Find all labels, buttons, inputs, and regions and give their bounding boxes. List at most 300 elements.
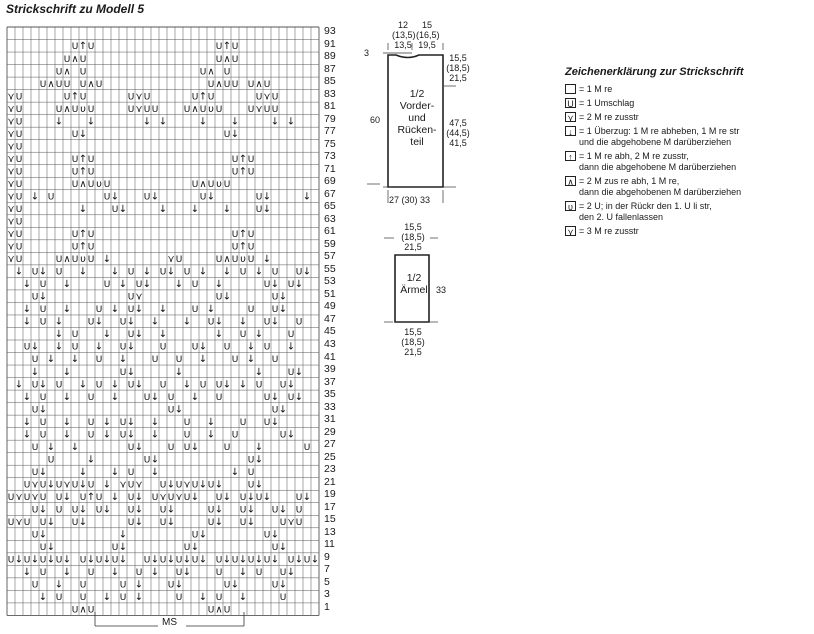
- stitch-symbol: U: [71, 167, 79, 178]
- stitch-symbol: U: [247, 455, 255, 466]
- stitch-symbol: ⋎: [7, 216, 15, 228]
- stitch-symbol: U: [295, 317, 303, 328]
- row-label: 9: [324, 550, 330, 563]
- stitch-symbol: U: [39, 480, 47, 491]
- stitch-symbol: U: [71, 518, 79, 528]
- stitch-symbol: U: [271, 292, 279, 303]
- stitch-symbol: ↓: [286, 567, 296, 579]
- stitch-symbol: ↓: [54, 341, 64, 353]
- stitch-symbol: ↓: [22, 567, 32, 579]
- stitch-symbol: ↓: [222, 291, 232, 303]
- stitch-symbol: ↓: [110, 491, 120, 503]
- stitch-symbol: U: [31, 530, 39, 541]
- stitch-symbol: U: [215, 568, 223, 579]
- stitch-symbol: ∧: [223, 254, 231, 266]
- stitch-symbol: U: [95, 380, 103, 391]
- stitch-symbol: U: [127, 442, 135, 453]
- stitch-symbol: ↓: [254, 266, 264, 278]
- stitch-symbol: U: [231, 154, 239, 165]
- stitch-symbol: ⋎: [135, 479, 143, 491]
- stitch-symbol: ∧: [47, 78, 55, 90]
- legend-item: [565, 176, 741, 198]
- stitch-symbol: U: [87, 568, 95, 579]
- schema-value: (16,5): [416, 30, 440, 40]
- stitch-symbol: ↓: [230, 128, 240, 140]
- stitch-symbol: ↓: [190, 204, 200, 215]
- row-label: 27: [324, 438, 336, 451]
- legend-text: = 1 M re: [579, 84, 613, 94]
- schema-value: 21,5: [404, 242, 422, 252]
- stitch-symbol: ↓: [286, 429, 296, 441]
- stitch-symbol: U: [15, 192, 23, 203]
- stitch-symbol: ↓: [214, 316, 224, 328]
- stitch-symbol: ↓: [150, 316, 160, 328]
- stitch-symbol: ↓: [206, 191, 216, 203]
- stitch-symbol: ↓: [214, 279, 224, 291]
- stitch-symbol: U: [223, 580, 231, 591]
- stitch-symbol: U: [7, 492, 15, 503]
- stitch-symbol: ↓: [254, 454, 264, 466]
- schema-value: (44,5): [446, 128, 470, 138]
- stitch-symbol: U: [191, 555, 199, 566]
- stitch-symbol: ↑: [86, 491, 96, 503]
- schema-body-height: 60: [370, 115, 381, 125]
- stitch-symbol: ↓: [14, 266, 24, 278]
- stitch-symbol: ↓: [174, 579, 184, 591]
- stitch-symbol: U: [271, 580, 279, 591]
- stitch-symbol: U: [103, 280, 111, 291]
- stitch-symbol: ⋎: [7, 91, 15, 103]
- stitch-symbol: U: [215, 555, 223, 566]
- stitch-symbol: U: [55, 380, 63, 391]
- stitch-symbol: ⋎: [7, 254, 15, 266]
- stitch-symbol: U: [87, 104, 95, 115]
- stitch-symbol: ↓: [110, 191, 120, 203]
- stitch-symbol: ↓: [246, 354, 256, 366]
- stitch-symbol: U: [119, 580, 127, 591]
- stitch-symbol: U: [55, 505, 63, 516]
- stitch-symbol: ↓: [54, 116, 64, 128]
- stitch-symbol: ↓: [46, 479, 56, 491]
- schema-label-line: Rücken-: [397, 124, 437, 136]
- stitch-symbol: ↓: [134, 329, 144, 341]
- stitch-symbol: U: [255, 492, 263, 503]
- stitch-symbol: U: [183, 492, 191, 503]
- stitch-symbol: ↓: [190, 441, 200, 453]
- stitch-symbol: U: [159, 380, 167, 391]
- stitch-symbol: ↓: [38, 266, 48, 278]
- stitch-symbol: ↑: [222, 41, 232, 53]
- row-label: 49: [324, 300, 336, 313]
- stitch-symbol: ↓: [270, 116, 280, 128]
- row-label: 33: [324, 400, 336, 413]
- stitch-symbol: ↓: [126, 429, 136, 441]
- stitch-symbol: ↓: [302, 266, 312, 278]
- stitch-symbol: U: [39, 417, 47, 428]
- stitch-symbol: ↓: [198, 341, 208, 353]
- stitch-symbol: U: [127, 104, 135, 115]
- stitch-symbol: U: [79, 580, 87, 591]
- stitch-symbol: U: [71, 242, 79, 253]
- stitch-symbol: U: [87, 242, 95, 253]
- stitch-symbol: ↓: [54, 329, 64, 341]
- schema-body-right-top: [446, 53, 470, 83]
- stitch-symbol: ↓: [38, 592, 48, 604]
- legend-symbol-icon: ⋎: [565, 226, 576, 236]
- stitch-symbol: ↓: [150, 191, 160, 203]
- stitch-symbol: υ: [80, 254, 86, 266]
- stitch-symbol: U: [63, 79, 71, 90]
- stitch-symbol: U: [15, 129, 23, 140]
- stitch-symbol: ↓: [102, 592, 112, 604]
- stitch-symbol: U: [95, 355, 103, 366]
- stitch-symbol: ↓: [134, 304, 144, 316]
- stitch-symbol: υ: [80, 103, 86, 115]
- stitch-symbol: U: [231, 430, 239, 441]
- stitch-symbol: U: [183, 104, 191, 115]
- stitch-symbol: U: [87, 417, 95, 428]
- schema-body-right-bottom: [446, 118, 470, 148]
- stitch-symbol: ↓: [150, 567, 160, 579]
- row-label: 93: [324, 25, 336, 37]
- schema-label-line: 1/2: [406, 272, 422, 284]
- schema-value: (18,5): [401, 337, 425, 347]
- stitch-symbol: ↓: [22, 416, 32, 428]
- legend-item: [565, 84, 612, 95]
- stitch-symbol: ↓: [134, 491, 144, 503]
- stitch-symbol: U: [135, 280, 143, 291]
- stitch-symbol: U: [87, 167, 95, 178]
- stitch-symbol: ↓: [22, 279, 32, 291]
- stitch-symbol: ↑: [198, 91, 208, 103]
- row-label: 47: [324, 312, 336, 325]
- stitch-symbol: U: [231, 242, 239, 253]
- schema-sleeve-top: [400, 222, 426, 252]
- stitch-symbol: U: [223, 79, 231, 90]
- stitch-symbol: ↓: [102, 554, 112, 566]
- legend-symbol-icon: ↑: [565, 151, 576, 161]
- stitch-symbol: ↓: [102, 479, 112, 491]
- stitch-symbol: U: [287, 367, 295, 378]
- stitch-symbol: U: [55, 555, 63, 566]
- stitch-symbol: U: [71, 505, 79, 516]
- stitch-symbol: U: [231, 54, 239, 65]
- stitch-symbol: U: [215, 593, 223, 604]
- stitch-symbol: ↓: [254, 366, 264, 378]
- stitch-symbol: ↓: [46, 354, 56, 366]
- stitch-symbol: ↓: [166, 554, 176, 566]
- stitch-symbol: U: [71, 179, 79, 190]
- schema-value: (18,5): [401, 232, 425, 242]
- legend-symbol-icon: ∧: [565, 176, 576, 186]
- stitch-symbol: U: [15, 142, 23, 153]
- stitch-symbol: U: [71, 342, 79, 353]
- schema-label-line: 1/2: [409, 88, 425, 100]
- row-label: 55: [324, 262, 336, 275]
- row-label: 71: [324, 162, 336, 175]
- stitch-symbol: ↓: [38, 291, 48, 303]
- stitch-symbol: U: [263, 417, 271, 428]
- stitch-symbol: U: [127, 330, 135, 341]
- stitch-symbol: ↓: [38, 504, 48, 516]
- stitch-symbol: U: [135, 568, 143, 579]
- stitch-symbol: U: [55, 255, 63, 266]
- row-label: 53: [324, 275, 336, 288]
- stitch-symbol: ↓: [214, 479, 224, 491]
- stitch-symbol: ↓: [62, 279, 72, 291]
- row-label: 23: [324, 463, 336, 476]
- stitch-symbol: U: [263, 342, 271, 353]
- stitch-symbol: U: [143, 104, 151, 115]
- stitch-symbol: U: [247, 230, 255, 241]
- stitch-symbol: U: [159, 505, 167, 516]
- legend-text: = 2 U; in der Rückr den 1. U li str, den 2. U fallenlassen: [579, 201, 712, 222]
- stitch-symbol: ↓: [246, 491, 256, 503]
- stitch-symbol: U: [207, 518, 215, 528]
- stitch-symbol: ↓: [278, 291, 288, 303]
- stitch-symbol: U: [271, 92, 279, 103]
- stitch-symbol: U: [191, 92, 199, 103]
- stitch-symbol: ↓: [126, 316, 136, 328]
- stitch-symbol: U: [231, 230, 239, 241]
- stitch-symbol: ⋎: [159, 491, 167, 503]
- stitch-symbol: U: [191, 342, 199, 353]
- stitch-symbol: U: [231, 555, 239, 566]
- stitch-symbol: ↓: [22, 304, 32, 316]
- stitch-symbol: U: [127, 305, 135, 316]
- stitch-symbol: U: [95, 492, 103, 503]
- stitch-symbol: ↓: [126, 366, 136, 378]
- stitch-symbol: ↓: [182, 316, 192, 328]
- stitch-symbol: U: [175, 555, 183, 566]
- stitch-symbol: ⋎: [31, 479, 39, 491]
- stitch-symbol: U: [55, 267, 63, 278]
- stitch-symbol: ↓: [270, 416, 280, 428]
- row-label: 59: [324, 237, 336, 250]
- stitch-symbol: ∧: [79, 178, 87, 190]
- stitch-symbol: ↓: [230, 116, 240, 128]
- row-label: 41: [324, 350, 336, 363]
- legend-title: Zeichenerklärung zur Strickschrift: [565, 66, 744, 78]
- legend-text: = 2 M zus re abh, 1 M re, dann die abgehobenen M darüberziehen: [579, 176, 742, 197]
- stitch-symbol: U: [23, 555, 31, 566]
- stitch-symbol: U: [55, 593, 63, 604]
- stitch-symbol: U: [159, 267, 167, 278]
- stitch-symbol: U: [263, 555, 271, 566]
- stitch-symbol: U: [183, 417, 191, 428]
- stitch-symbol: ∧: [207, 66, 215, 78]
- stitch-symbol: U: [295, 518, 303, 528]
- stitch-symbol: ↓: [22, 316, 32, 328]
- stitch-symbol: ↓: [78, 204, 88, 215]
- stitch-symbol: U: [287, 392, 295, 403]
- stitch-symbol: ∧: [63, 254, 71, 266]
- stitch-symbol: ↓: [134, 517, 144, 528]
- stitch-symbol: ↓: [118, 354, 128, 366]
- stitch-symbol: U: [175, 255, 183, 266]
- stitch-symbol: U: [167, 492, 175, 503]
- stitch-symbol: U: [151, 104, 159, 115]
- stitch-symbol: U: [87, 255, 95, 266]
- stitch-symbol: ↓: [222, 204, 232, 215]
- stitch-symbol: ↓: [302, 191, 312, 203]
- stitch-symbol: ↓: [22, 429, 32, 441]
- stitch-symbol: U: [127, 505, 135, 516]
- stitch-symbol: ↓: [78, 504, 88, 516]
- stitch-symbol: U: [143, 192, 151, 203]
- stitch-symbol: ↓: [126, 341, 136, 353]
- stitch-symbol: U: [55, 492, 63, 503]
- stitch-symbol: ↓: [182, 567, 192, 579]
- stitch-symbol: ⋎: [167, 254, 175, 266]
- stitch-symbol: U: [167, 405, 175, 416]
- row-label: 39: [324, 363, 336, 376]
- stitch-symbol: ↓: [150, 454, 160, 466]
- stitch-symbol: ∧: [87, 78, 95, 90]
- stitch-symbol: ↓: [102, 504, 112, 516]
- row-label: 17: [324, 500, 336, 513]
- stitch-symbol: ↓: [254, 479, 264, 491]
- stitch-symbol: U: [247, 104, 255, 115]
- row-label: 3: [324, 588, 330, 601]
- stitch-symbol: U: [271, 305, 279, 316]
- stitch-symbol: U: [271, 104, 279, 115]
- stitch-symbol: ↓: [262, 204, 272, 215]
- stitch-symbol: ⋎: [15, 491, 23, 503]
- stitch-symbol: U: [183, 430, 191, 441]
- stitch-symbol: U: [207, 505, 215, 516]
- stitch-symbol: U: [279, 568, 287, 579]
- stitch-symbol: U: [7, 518, 15, 528]
- stitch-symbol: ↓: [254, 554, 264, 566]
- stitch-symbol: U: [247, 255, 255, 266]
- stitch-symbol: U: [175, 355, 183, 366]
- schema-value: (18,5): [446, 63, 470, 73]
- stitch-symbol: U: [39, 543, 47, 554]
- stitch-symbol: U: [23, 480, 31, 491]
- stitch-symbol: U: [255, 568, 263, 579]
- stitch-symbol: U: [295, 505, 303, 516]
- stitch-symbol: ↓: [22, 391, 32, 403]
- stitch-symbol: U: [303, 442, 311, 453]
- stitch-symbol: U: [199, 104, 207, 115]
- stitch-symbol: U: [143, 92, 151, 103]
- stitch-symbol: ↓: [174, 279, 184, 291]
- stitch-symbol: U: [175, 593, 183, 604]
- stitch-symbol: ↓: [206, 416, 216, 428]
- stitch-symbol: ∧: [215, 78, 223, 90]
- stitch-symbol: U: [231, 42, 239, 53]
- stitch-symbol: ⋎: [255, 103, 263, 115]
- stitch-symbol: ↓: [238, 379, 248, 391]
- stitch-symbol: U: [71, 230, 79, 241]
- stitch-symbol: U: [79, 593, 87, 604]
- stitch-symbol: ↑: [238, 241, 248, 253]
- stitch-symbol: ↓: [310, 554, 320, 566]
- schema-sleeve-label: [396, 272, 432, 296]
- stitch-symbol: U: [167, 392, 175, 403]
- stitch-symbol: ↓: [118, 542, 128, 554]
- stitch-symbol: ↓: [30, 366, 40, 378]
- stitch-symbol: ↓: [62, 567, 72, 579]
- stitch-symbol: ↓: [150, 416, 160, 428]
- repeat-label: MS: [162, 617, 177, 628]
- stitch-symbol: ↑: [238, 229, 248, 241]
- stitch-symbol: ∧: [191, 103, 199, 115]
- stitch-symbol: ↓: [110, 379, 120, 391]
- stitch-symbol: U: [287, 280, 295, 291]
- stitch-symbol: ↑: [78, 41, 88, 53]
- stitch-symbol: ↓: [278, 504, 288, 516]
- stitch-symbol: ↓: [14, 554, 24, 566]
- schema-value: 13,5: [394, 40, 412, 50]
- stitch-symbol: ↓: [78, 466, 88, 478]
- stitch-symbol: U: [159, 342, 167, 353]
- legend-item: [565, 201, 712, 223]
- stitch-symbol: ↓: [118, 279, 128, 291]
- legend-item: [565, 226, 639, 237]
- legend-text: = 1 Umschlag: [579, 98, 635, 108]
- row-label: 85: [324, 75, 336, 88]
- stitch-symbol: U: [159, 480, 167, 491]
- stitch-symbol: U: [87, 392, 95, 403]
- stitch-symbol: U: [39, 305, 47, 316]
- schema-value: 15,5: [449, 53, 467, 63]
- stitch-symbol: ↓: [102, 416, 112, 428]
- stitch-symbol: U: [191, 480, 199, 491]
- stitch-symbol: U: [183, 267, 191, 278]
- stitch-symbol: U: [39, 518, 47, 528]
- stitch-symbol: U: [119, 317, 127, 328]
- stitch-symbol: ↓: [62, 391, 72, 403]
- schema-value: 19,5: [418, 40, 436, 50]
- schema-body-bottom: 27 (30) 33: [389, 195, 431, 205]
- stitch-symbol: υ: [208, 103, 214, 115]
- legend-item: [565, 98, 634, 109]
- stitch-symbol: U: [263, 392, 271, 403]
- stitch-symbol: ↓: [270, 529, 280, 541]
- stitch-symbol: U: [15, 230, 23, 241]
- stitch-symbol: U: [207, 605, 215, 616]
- stitch-symbol: ⋎: [287, 517, 295, 528]
- stitch-symbol: ⋎: [7, 103, 15, 115]
- stitch-symbol: U: [15, 167, 23, 178]
- row-label: 31: [324, 413, 336, 426]
- stitch-symbol: ⋎: [15, 517, 23, 528]
- stitch-symbol: ↓: [94, 341, 104, 353]
- stitch-symbol: U: [207, 79, 215, 90]
- stitch-symbol: ↓: [62, 491, 72, 503]
- stitch-symbol: ↓: [110, 391, 120, 403]
- stitch-symbol: U: [199, 380, 207, 391]
- schema-value: 41,5: [449, 138, 467, 148]
- stitch-symbol: ↓: [238, 554, 248, 566]
- stitch-symbol: U: [295, 267, 303, 278]
- schema-value: 15,5: [404, 327, 422, 337]
- stitch-symbol: U: [231, 355, 239, 366]
- stitch-symbol: ↓: [150, 429, 160, 441]
- stitch-symbol: ↓: [166, 479, 176, 491]
- schema-value: (13,5): [392, 30, 416, 40]
- stitch-symbol: U: [31, 380, 39, 391]
- stitch-symbol: U: [231, 167, 239, 178]
- stitch-symbol: U: [215, 392, 223, 403]
- stitch-symbol: ↓: [102, 329, 112, 341]
- stitch-symbol: ↓: [278, 304, 288, 316]
- stitch-symbol: ↓: [238, 316, 248, 328]
- stitch-symbol: U: [79, 92, 87, 103]
- stitch-symbol: U: [239, 518, 247, 528]
